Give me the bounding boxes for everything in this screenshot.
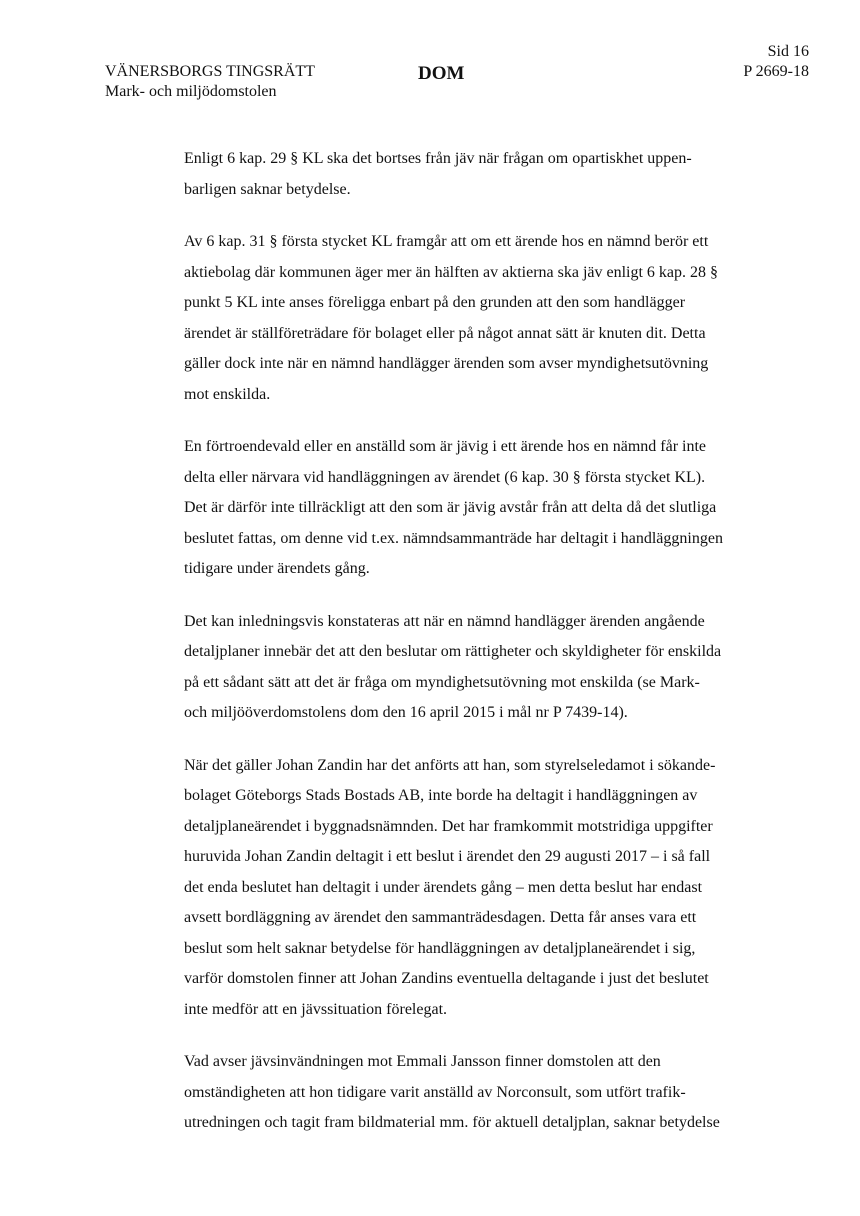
text-line: varför domstolen finner att Johan Zandins eventuella deltagande i just det beslutet (184, 970, 709, 987)
text-line: mot enskilda. (184, 385, 271, 403)
document-body (184, 144, 784, 1161)
text-line: ärendet är ställföreträdare för bolaget eller på något annat sätt är knuten dit. Detta (184, 324, 706, 342)
text-line: Enligt 6 kap. 29 § KL ska det bortses från jäv när frågan om opartiskhet uppen- (184, 150, 692, 167)
text-line: tidigare under ärendets gång. (184, 560, 370, 577)
text-line: Av 6 kap. 31 § första stycket KL framgår att om ett ärende hos en nämnd berör ett (184, 233, 709, 250)
text-line: detaljplaner innebär det att den beslutar om rättigheter och skyldigheter för enskilda (184, 643, 722, 660)
text-line: gäller dock inte när en nämnd handlägger ärenden som avser myndighetsutövning (184, 355, 709, 372)
court-name: VÄNERSBORGS TINGSRÄTT (105, 63, 315, 80)
text-line: Det kan inledningsvis konstateras att när en nämnd handlägger ärenden angående (184, 612, 705, 630)
text-line: detaljplaneärendet i byggnadsnämnden. Det har framkommit motstridiga uppgifter (184, 817, 713, 835)
page-header-left (105, 62, 315, 102)
text-line: på ett sådant sätt att det är fråga om myndighetsutövning mot enskilda (se Mark- (184, 673, 700, 691)
text-line: beslut som helt saknar betydelse för handläggningen av detaljplaneärendet i sig, (184, 939, 696, 957)
paragraph (184, 144, 784, 205)
court-division: Mark- och miljödomstolen (105, 83, 277, 100)
page-number: Sid 16 (767, 43, 809, 60)
paragraph (184, 751, 784, 1026)
text-line: det enda beslutet han deltagit i under ärendets gång – men detta beslut har endast (184, 878, 703, 896)
text-line: En förtroendevald eller en anställd som är jävig i ett ärende hos en nämnd får inte (184, 438, 707, 455)
text-line: omständigheten att hon tidigare varit anställd av Norconsult, som utfört trafik- (184, 1083, 686, 1101)
text-line: bolaget Göteborgs Stads Bostads AB, inte borde ha deltagit i handläggningen av (184, 787, 698, 804)
text-line: beslutet fattas, om denne vid t.ex. nämndsammanträde har deltagit i handläggningen (184, 529, 723, 547)
text-line: När det gäller Johan Zandin har det anförts att han, som styrelseledamot i sökande- (184, 756, 716, 774)
text-line: huruvida Johan Zandin deltagit i ett beslut i ärendet den 29 augusti 2017 – i så fall (184, 848, 711, 865)
page-header-right (743, 42, 809, 82)
paragraph (184, 227, 784, 410)
text-line: barligen saknar betydelse. (184, 180, 351, 198)
text-line: delta eller närvara vid handläggningen av ärendet (6 kap. 30 § första stycket KL). (184, 468, 706, 486)
text-line: och miljööverdomstolens dom den 16 april 2015 i mål nr P 7439-14). (184, 704, 628, 721)
paragraph (184, 607, 784, 729)
text-line: aktiebolag där kommunen äger mer än hälften av aktierna ska jäv enligt 6 kap. 28 § (184, 263, 719, 281)
paragraph (184, 1047, 784, 1139)
text-line: punkt 5 KL inte anses föreligga enbart på den grunden att den som handlägger (184, 294, 686, 311)
paragraph (184, 432, 784, 585)
text-line: Det är därför inte tillräckligt att den som är jävig avstår från att delta då det slutliga (184, 499, 717, 516)
case-number: P 2669-18 (743, 63, 809, 80)
document-type: DOM (418, 63, 465, 84)
text-line: avsett bordläggning av ärendet den sammanträdesdagen. Detta får anses vara ett (184, 909, 697, 926)
text-line: Vad avser jävsinvändningen mot Emmali Jansson finner domstolen att den (184, 1053, 661, 1070)
text-line: inte medför att en jävssituation förelegat. (184, 1000, 448, 1018)
text-line: utredningen och tagit fram bildmaterial mm. för aktuell detaljplan, saknar betydelse (184, 1114, 720, 1131)
